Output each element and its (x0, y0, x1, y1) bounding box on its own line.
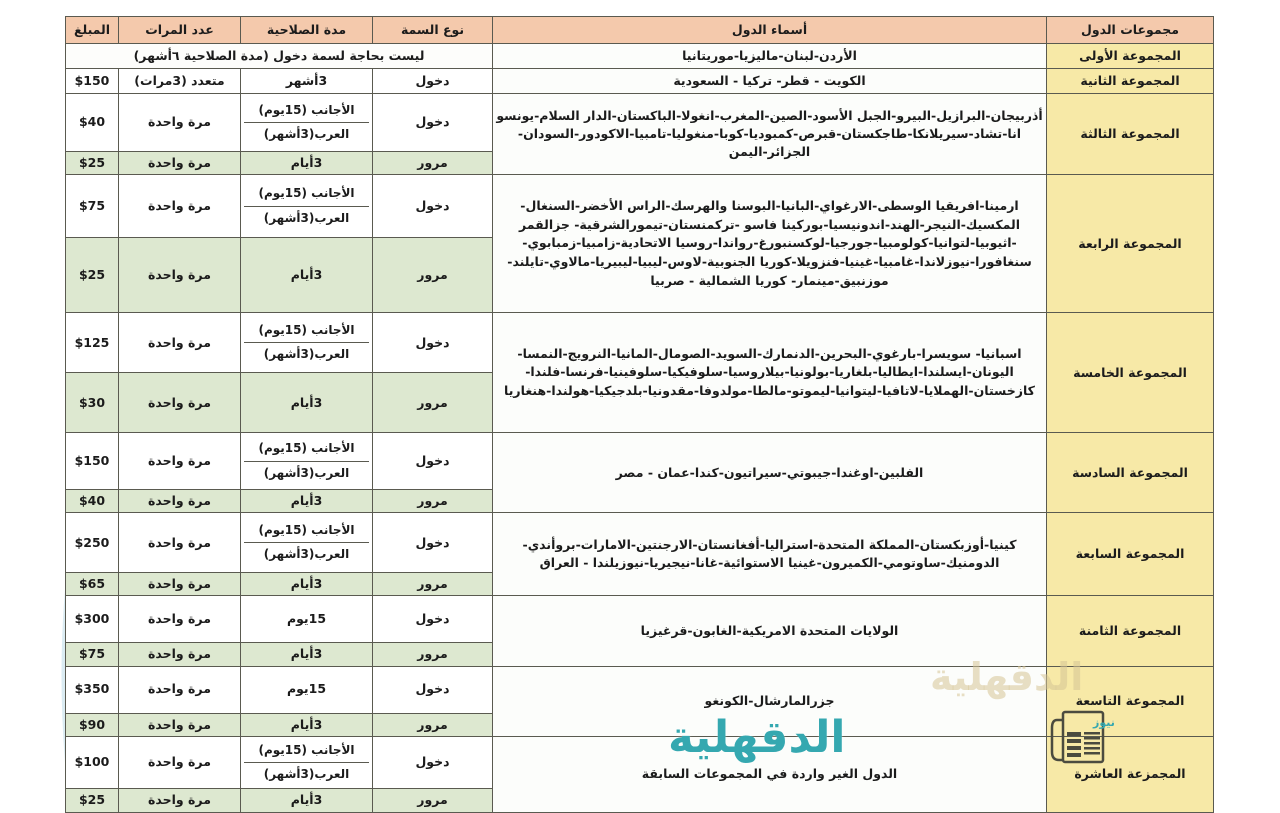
validity-cell-split (241, 433, 373, 490)
table-row (66, 666, 1214, 713)
country-names: كينيا-أوزبكستان-المملكة المتحدة-استراليا-أفغانستان-الارجنتين-الامارات-بروأندي-الدومنيك-ساوتومي-الكميرون-غينيا الاستوائية-غانا-نيجيريا-نيوزيلندا - العراق (493, 513, 1047, 596)
validity-cell: 3أيام (241, 713, 373, 736)
visa-type-cell: مرور (373, 643, 493, 666)
group-label: المجموعة الأولى (1047, 44, 1214, 69)
validity-cell-split (241, 736, 373, 789)
amount-cell: $250 (66, 513, 119, 573)
validity-cell: 3أيام (241, 238, 373, 313)
visa-type-cell: مرور (373, 573, 493, 596)
amount-cell: $75 (66, 175, 119, 238)
amount-cell: $150 (66, 433, 119, 490)
times-cell: مرة واحدة (119, 573, 241, 596)
validity-arabs: العرب(3أشهر) (263, 127, 350, 141)
svg-text:نيوز: نيوز (1093, 716, 1115, 729)
watermark-brand-text: الدقهلية (668, 712, 846, 763)
amount-cell: $150 (66, 69, 119, 94)
times-cell: مرة واحدة (119, 736, 241, 789)
country-names: الولايات المتحدة الامريكية-الغابون-قرغيزيا (493, 596, 1047, 666)
table-row (66, 736, 1214, 789)
validity-cell: 3أيام (241, 152, 373, 175)
group-label: المجموعة الثانية (1047, 69, 1214, 94)
country-names: الكويت - قطر- تركيا - السعودية (493, 69, 1047, 94)
table-row (66, 313, 1214, 373)
times-cell: مرة واحدة (119, 666, 241, 713)
visa-type-cell: دخول (373, 69, 493, 94)
amount-cell: $125 (66, 313, 119, 373)
amount-cell: $65 (66, 573, 119, 596)
group-label: المجموعة السادسة (1047, 433, 1214, 513)
times-cell: مرة واحدة (119, 490, 241, 513)
times-cell: مرة واحدة (119, 789, 241, 812)
validity-cell: 3أيام (241, 789, 373, 812)
times-cell: مرة واحدة (119, 313, 241, 373)
validity-foreigners: الأجانب (15يوم) (244, 182, 369, 206)
visa-type-cell: مرور (373, 490, 493, 513)
column-header-amount: المبلغ (66, 17, 119, 44)
visa-type-cell: مرور (373, 373, 493, 433)
group-label: المجموعة الرابعة (1047, 175, 1214, 313)
no-visa-note: ليست بحاجة لسمة دخول (مدة الصلاحية ٦أشهر) (66, 44, 493, 69)
amount-cell: $100 (66, 736, 119, 789)
amount-cell: $30 (66, 373, 119, 433)
times-cell: مرة واحدة (119, 596, 241, 643)
times-cell: مرة واحدة (119, 94, 241, 152)
amount-cell: $40 (66, 490, 119, 513)
visa-type-cell: دخول (373, 666, 493, 713)
visa-fee-table-sheet (66, 16, 1214, 808)
validity-cell-split (241, 175, 373, 238)
visa-type-cell: مرور (373, 789, 493, 812)
times-cell: مرة واحدة (119, 373, 241, 433)
validity-arabs: العرب(3أشهر) (263, 465, 350, 480)
country-names: جزرالمارشال-الكونغو (493, 666, 1047, 736)
validity-arabs: العرب(3أشهر) (263, 210, 350, 225)
table-row (66, 433, 1214, 490)
visa-type-cell: مرور (373, 238, 493, 313)
times-cell: مرة واحدة (119, 152, 241, 175)
validity-foreigners: الأجانب (15يوم) (244, 437, 369, 461)
amount-cell: $25 (66, 152, 119, 175)
validity-cell: 15يوم (241, 666, 373, 713)
visa-fee-table (65, 16, 1214, 813)
column-header-visa-type: نوع السمة (373, 17, 493, 44)
visa-type-cell: دخول (373, 94, 493, 152)
visa-type-cell: مرور (373, 713, 493, 736)
validity-arabs: العرب(3أشهر) (263, 547, 350, 562)
country-names: الأردن-لبنان-ماليزيا-موريتانيا (493, 44, 1047, 69)
column-header-groups: مجموعات الدول (1047, 17, 1214, 44)
validity-cell: 3أيام (241, 573, 373, 596)
validity-foreigners: الأجانب (15يوم) (244, 519, 369, 543)
times-cell: مرة واحدة (119, 713, 241, 736)
visa-type-cell: دخول (373, 596, 493, 643)
amount-cell: $25 (66, 238, 119, 313)
table-row (66, 513, 1214, 573)
country-names: ارمينا-افريقيا الوسطى-الارغواي-البانيا-البوسنا والهرسك-الراس الأخضر-السنغال-المكسيك-النيجر-الهند-اندونيسيا-بوركينا فاسو -تركمنستان-تيمورالشرقية- جزالقمر -اثيوبيا-لتوانيا-كولومبيا-جورجيا-لوكسنبورغ-رواندا-روسيا الاتحادية-زامبيا-زمبابوي-سنغافورا-نيوزلاندا-غامبيا-غينيا-فنزويلا-كوريا الجنوبية-لاوس-ليبيا-ليبيريا-مالاوي-تايلند-موزنبيق-مينمار- كوريا الشمالية - صربيا (493, 175, 1047, 313)
validity-cell-split (241, 94, 373, 152)
table-row (66, 175, 1214, 238)
column-header-country-names: أسماء الدول (493, 17, 1047, 44)
group-label: المجموعة الثالثة (1047, 94, 1214, 175)
validity-foreigners: الأجانب (15يوم) (244, 319, 369, 343)
times-cell: متعدد (3مرات) (119, 69, 241, 94)
table-header-row (66, 17, 1214, 44)
group-label: المجموعة الخامسة (1047, 313, 1214, 433)
table-row (66, 69, 1214, 94)
validity-cell: 3أيام (241, 490, 373, 513)
validity-foreigners: الأجانب (15يوم) (244, 739, 369, 763)
country-names: اسبانيا- سويسرا-بارغوي-البحرين-الدنمارك-السويد-الصومال-المانيا-النرويج-النمسا-اليونان-ايسلندا-ايطاليا-بلغاريا-بولونيا-بيلاروسيا-سلوفيكيا-سلوفينيا-فرنسا-فلندا-كازخستان-الهملايا-لاتافيا-ليتوانيا-ليموتو-مالطا-مولدوفا-مقدونيا-بلدجيكيا-هولندا-هنغاريا (493, 313, 1047, 433)
validity-arabs: العرب(3أشهر) (263, 347, 350, 362)
validity-foreigners: الأجانب (15يوم) (244, 99, 369, 123)
validity-cell: 15يوم (241, 596, 373, 643)
watermark-ghost-text: الدقهلية (930, 655, 1084, 699)
group-label: المجمزعة العاشرة (1047, 736, 1214, 812)
visa-type-cell: دخول (373, 433, 493, 490)
country-names: الفلبين-اوغندا-جيبوتي-سيراتيون-كندا-عمان - مصر (493, 433, 1047, 513)
country-names: الدول الغير واردة في المجموعات السابقة (493, 736, 1047, 812)
validity-arabs: العرب(3أشهر) (263, 767, 350, 782)
validity-cell: 3أيام (241, 373, 373, 433)
amount-cell: $90 (66, 713, 119, 736)
group-label: المجموعة السابعة (1047, 513, 1214, 596)
amount-cell: $25 (66, 789, 119, 812)
times-cell: مرة واحدة (119, 175, 241, 238)
validity-cell-split (241, 513, 373, 573)
group-label: المجموعة التاسعة (1047, 666, 1214, 736)
visa-type-cell: دخول (373, 736, 493, 789)
group-label: المجموعة الثامنة (1047, 596, 1214, 666)
times-cell: مرة واحدة (119, 238, 241, 313)
validity-cell: 3أشهر (241, 69, 373, 94)
amount-cell: $40 (66, 94, 119, 152)
visa-type-cell: مرور (373, 152, 493, 175)
times-cell: مرة واحدة (119, 433, 241, 490)
amount-cell: $300 (66, 596, 119, 643)
column-header-validity: مدة الصلاحية (241, 17, 373, 44)
times-cell: مرة واحدة (119, 643, 241, 666)
table-row (66, 596, 1214, 643)
amount-cell: $75 (66, 643, 119, 666)
validity-cell: 3أيام (241, 643, 373, 666)
table-row (66, 94, 1214, 152)
visa-type-cell: دخول (373, 313, 493, 373)
times-cell: مرة واحدة (119, 513, 241, 573)
visa-type-cell: دخول (373, 175, 493, 238)
visa-type-cell: دخول (373, 513, 493, 573)
amount-cell: $350 (66, 666, 119, 713)
column-header-times: عدد المرات (119, 17, 241, 44)
table-row (66, 44, 1214, 69)
country-names: أذربيجان-البرازيل-البيرو-الجبل الأسود-الصين-المغرب-انغولا-الباكستان-الدار السلام-يونسو انا-تشاد-سيريلانكا-طاجكستان-قبرص-كمبوديا-كوبا-منغوليا-تامبيا-الاكودور-السودان-الجزائر-اليمن (493, 94, 1047, 175)
validity-cell-split (241, 313, 373, 373)
